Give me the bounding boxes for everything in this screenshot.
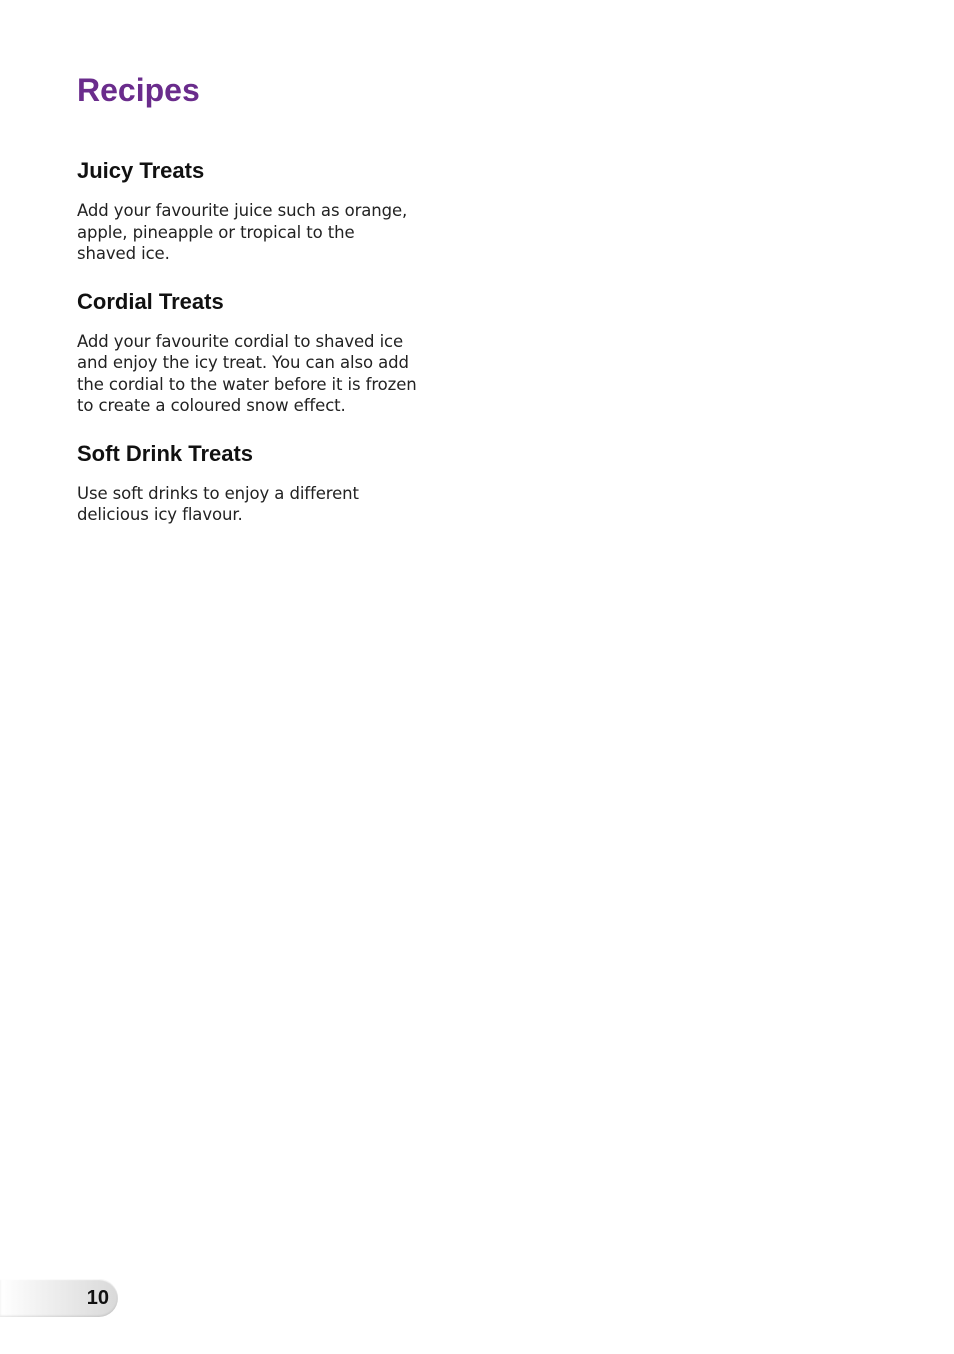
recipe-section-juicy-treats [77,154,457,265]
section-heading: Soft Drink Treats [77,440,254,466]
section-body: Add your favourite juice such as orange, apple, pineapple or tropical to the shaved ice. [77,201,408,263]
section-heading: Juicy Treats [77,158,205,183]
page-title: Recipes [77,72,200,108]
recipe-section-cordial-treats [77,285,457,417]
recipe-list [77,154,457,526]
section-body: Add your favourite cordial to shaved ice and enjoy the icy treat. You can also add the cordial to the water before it is frozen to create a coloured snow effect. [77,331,417,415]
section-body: Use soft drinks to enjoy a different delicious icy flavour. [77,483,359,524]
section-heading: Cordial Treats [77,288,224,314]
page-number: 10 [86,1287,109,1309]
recipe-section-soft-drink-treats [77,437,457,526]
page-number-tab [0,1279,118,1317]
